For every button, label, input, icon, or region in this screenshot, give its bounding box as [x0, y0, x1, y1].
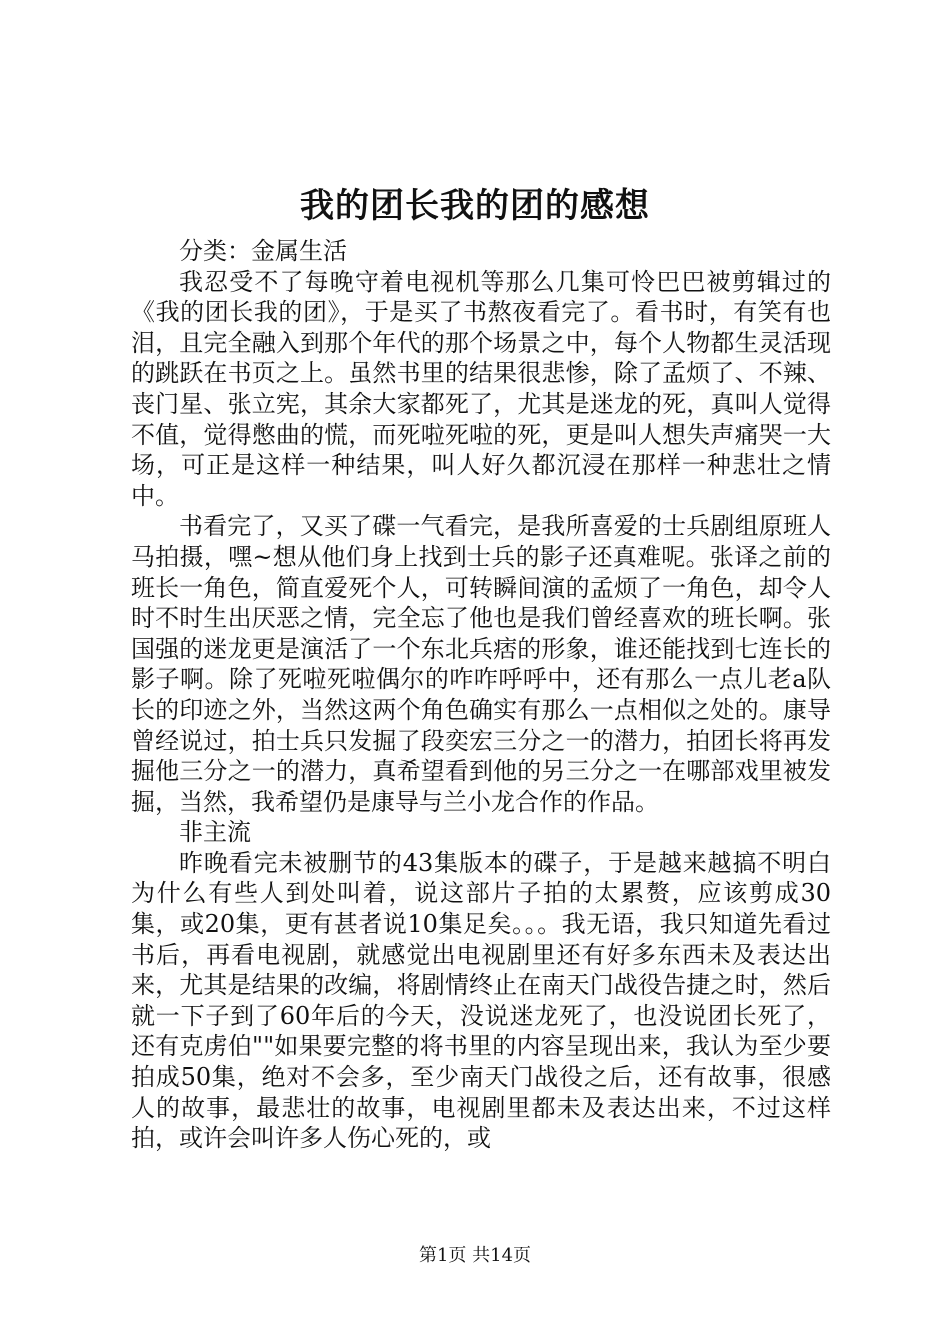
document-title: 我的团长我的团的感想 [300, 186, 650, 226]
paragraph: 我忍受不了每晚守着电视机等那么几集可怜巴巴被剪辑过的《我的团长我的团》，于是买了书熬夜看完了。看书时，有笑有也泪，且完全融入到那个年代的那个场景之中，每个人物都生灵活现的跳跃在书页之上。虽然书里的结果很悲惨，除了孟烦了、不辣、丧门星、张立宪，其余大家都死了，尤其是迷龙的死，真叫人觉得不值，觉得憋曲的慌，而死啦死啦的死，更是叫人想失声痛哭一大场，可正是这样一种结果，叫人好久都沉浸在那样一种悲壮之情中。 [131, 267, 831, 510]
page-footer: 第1页 共14页 [418, 1245, 532, 1266]
section-heading: 非主流 [179, 818, 251, 847]
document-body [131, 236, 831, 1154]
category-line: 分类：金属生活 [179, 237, 347, 265]
paragraph: 书看完了，又买了碟一气看完，是我所喜爱的士兵剧组原班人马拍摄，嘿~想从他们身上找到士兵的影子还真难呢。张译之前的班长一角色，简直爱死个人，可转瞬间演的孟烦了一角色，却令人时不时生出厌恶之情，完全忘了他也是我们曾经喜欢的班长啊。张国强的迷龙更是演活了一个东北兵痞的形象，谁还能找到七连长的影子啊。除了死啦死啦偶尔的咋咋呼呼中，还有那么一点儿老a队长的印迹之外，当然这两个角色确实有那么一点相似之处的。康导曾经说过，拍士兵只发掘了段奕宏三分之一的潜力，拍团长将再发掘他三分之一的潜力，真希望看到他的另三分之一在哪部戏里被发掘，当然，我希望仍是康导与兰小龙合作的作品。 [131, 512, 831, 816]
paragraph: 昨晚看完未被删节的43集版本的碟子，于是越来越搞不明白为什么有些人到处叫着，说这部片子拍的太累赘，应该剪成30集，或20集，更有甚者说10集足矣。。。我无语，我只知道先看过书后，再看电视剧，就感觉出电视剧里还有好多东西未及表达出来，尤其是结果的改编，将剧情终止在南天门战役告捷之时，然后就一下子到了60年后的今天，没说迷龙死了，也没说团长死了，还有克虏伯""如果要完整的将书里的内容呈现出来，我认为至少要拍成50集，绝对不会多，至少南天门战役之后，还有故事，很感人的故事，最悲壮的故事，电视剧里都未及表达出来，不过这样拍，或许会叫许多人伤心死的，或 [131, 848, 831, 1153]
